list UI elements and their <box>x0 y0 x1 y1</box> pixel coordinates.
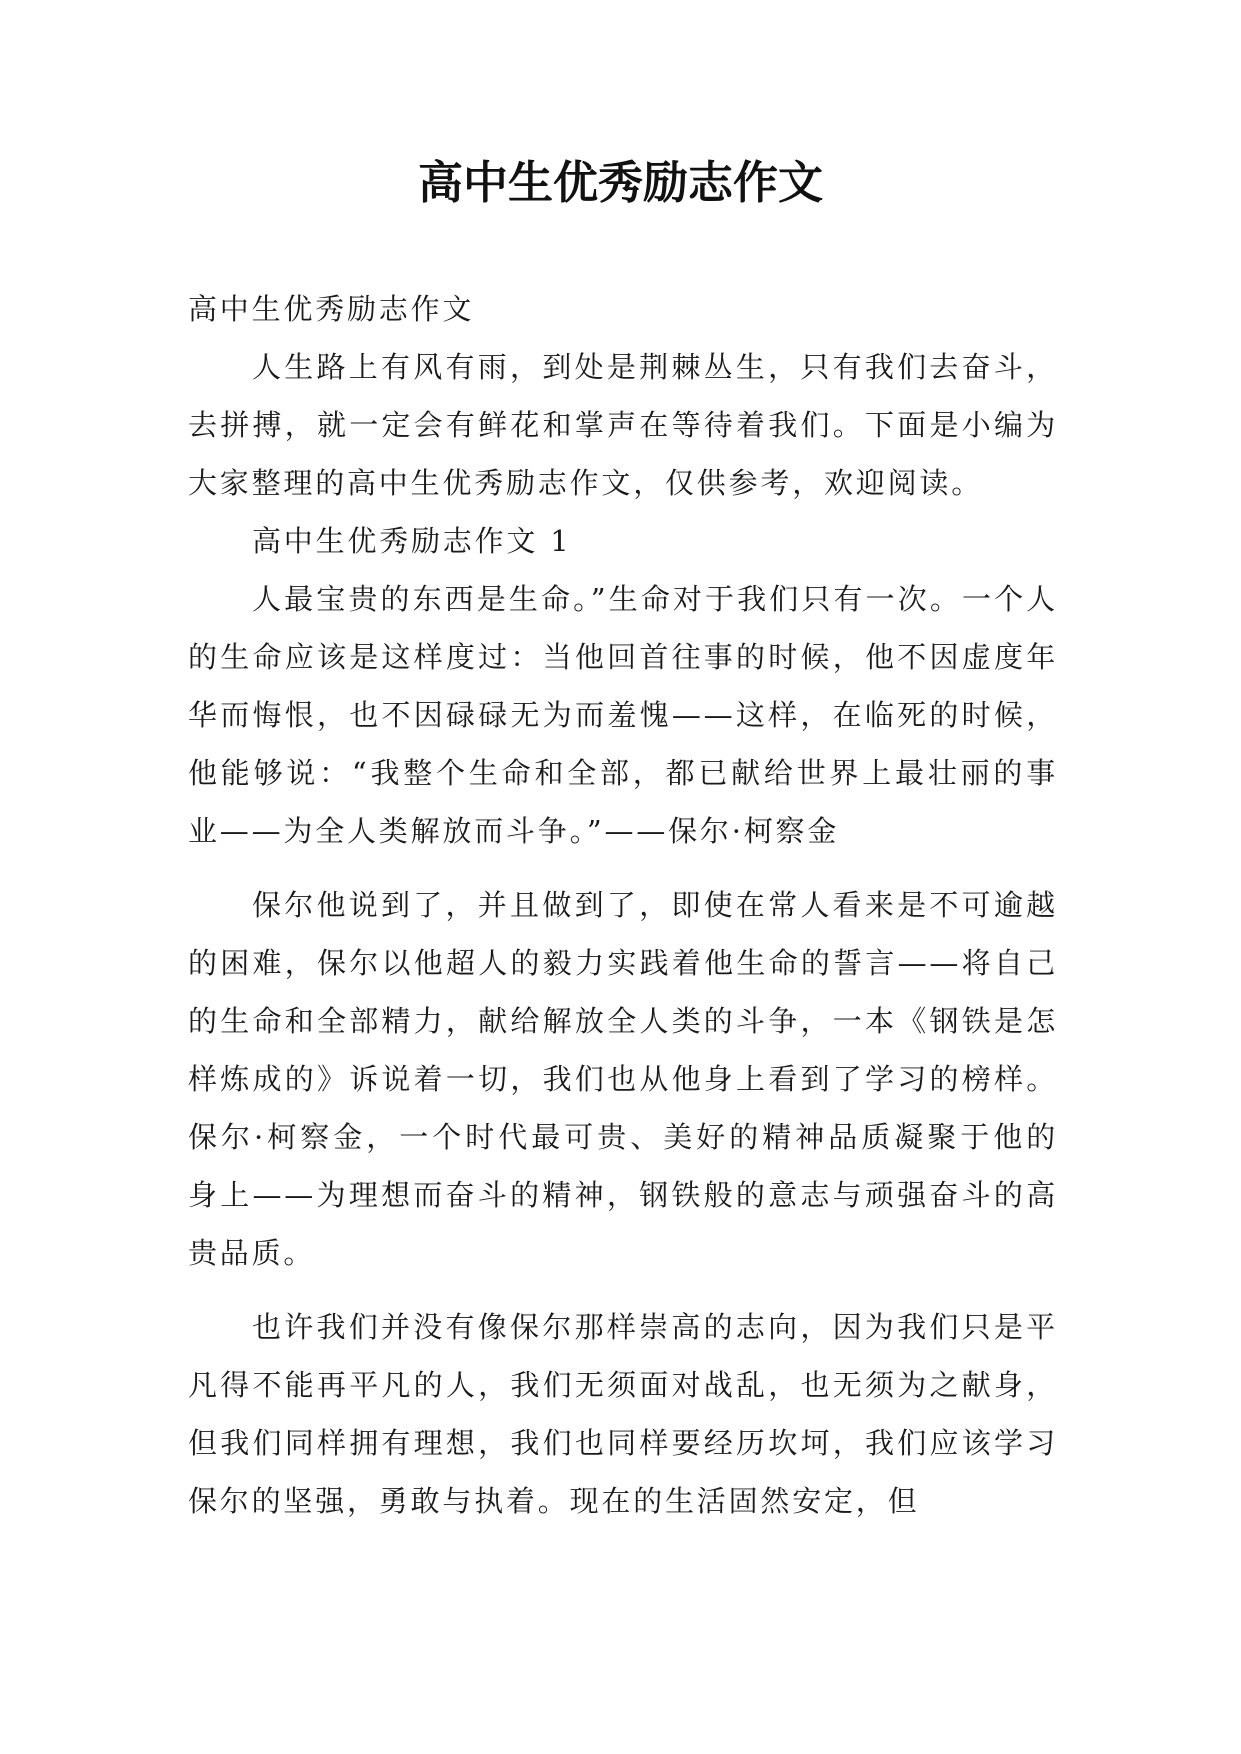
document-body <box>188 280 1058 1530</box>
document-title: 高中生优秀励志作文 <box>417 156 823 209</box>
body-paragraph: 保尔他说到了，并且做到了，即使在常人看来是不可逾越的困难，保尔以他超人的毅力实践着他生命的誓言——将自己的生命和全部精力，献给解放全人类的斗争，一本《钢铁是怎样炼成的》诉说着一切，我们也从他身上看到了学习的榜样。保尔·柯察金，一个时代最可贵、美好的精神品质凝聚于他的身上——为理想而奋斗的精神，钢铁般的意志与顽强奋斗的高贵品质。 <box>188 888 1058 1270</box>
intro-paragraph: 人生路上有风有雨，到处是荆棘丛生，只有我们去奋斗，去拼搏，就一定会有鲜花和掌声在等待着我们。下面是小编为大家整理的高中生优秀励志作文，仅供参考，欢迎阅读。 <box>188 350 1058 500</box>
quote-paragraph: 人最宝贵的东西是生命。”生命对于我们只有一次。一个人的生命应该是这样度过：当他回首往事的时候，他不因虚度年华而悔恨，也不因碌碌无为而羞愧——这样，在临死的时候，他能够说：“我整个生命和全部，都已献给世界上最壮丽的事业——为全人类解放而斗争。”——保尔·柯察金 <box>188 582 1058 848</box>
subtitle-paragraph: 高中生优秀励志作文 <box>188 292 475 326</box>
section-heading: 高中生优秀励志作文 1 <box>252 524 572 558</box>
body-paragraph: 也许我们并没有像保尔那样崇高的志向，因为我们只是平凡得不能再平凡的人，我们无须面对战乱，也无须为之献身，但我们同样拥有理想，我们也同样要经历坎坷，我们应该学习保尔的坚强，勇敢与执着。现在的生活固然安定，但 <box>188 1310 1058 1518</box>
